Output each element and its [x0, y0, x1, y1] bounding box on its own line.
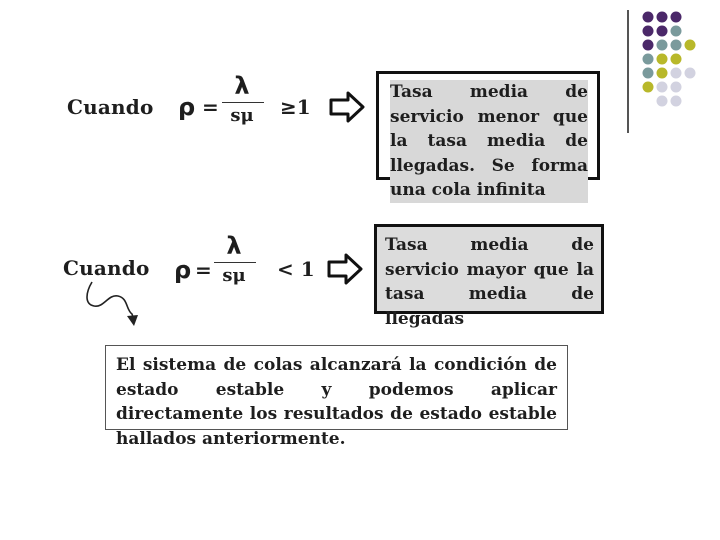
decorative-dot [643, 12, 654, 23]
decorative-dot [671, 96, 682, 107]
decorative-dot [643, 82, 654, 93]
decorative-dot [657, 82, 668, 93]
row1-s-mu: sμ [230, 105, 254, 126]
decorative-dot [643, 40, 654, 51]
row1-equals-sign: = [202, 95, 219, 119]
row1-explanation-box [376, 71, 600, 200]
decorative-dot [671, 68, 682, 79]
decorative-dot [657, 26, 668, 37]
decorative-dot [671, 82, 682, 93]
decorative-dot [685, 40, 696, 51]
row2-lambda: λ [226, 232, 242, 260]
row2-s-mu: sμ [222, 265, 246, 286]
row2-explanation-text: Tasa media de servicio mayor que la tasa media de llegadas [385, 235, 594, 329]
decorative-dot [685, 68, 696, 79]
row1-explanation-text: Tasa media de servicio menor que la tasa media de llegadas. Se forma una cola infinita [390, 80, 588, 203]
divider-line [627, 10, 629, 133]
decorative-dot [671, 54, 682, 65]
decorative-dot [671, 26, 682, 37]
row1-fraction [222, 72, 264, 126]
row2-rho-symbol: ρ [174, 256, 192, 284]
row1-lambda: λ [234, 72, 250, 100]
row1-when-label: Cuando [67, 95, 154, 119]
decorative-dot [643, 68, 654, 79]
conclusion-box [105, 345, 568, 449]
row1-rho-symbol: ρ [178, 93, 196, 121]
row1-fraction-bar [222, 102, 264, 103]
row2-fraction-bar [214, 262, 256, 263]
decorative-dot [657, 54, 668, 65]
row2-equals-sign: = [195, 258, 212, 282]
decorative-dot [643, 26, 654, 37]
decorative-dot [657, 68, 668, 79]
squiggle-arrow-icon [82, 280, 146, 332]
row2-fraction [214, 232, 256, 286]
row2-comparison: < 1 [277, 257, 315, 281]
decorative-dot-grid [640, 10, 720, 120]
row2-explanation-box [374, 224, 604, 329]
row2-arrow-icon [326, 252, 364, 286]
decorative-dot [671, 40, 682, 51]
decorative-dot [657, 12, 668, 23]
row2-when-label: Cuando [63, 256, 150, 280]
row1-comparison: ≥1 [280, 95, 311, 119]
decorative-dot [657, 96, 668, 107]
decorative-dot [643, 54, 654, 65]
conclusion-text: El sistema de colas alcanzará la condición de estado estable y podemos aplicar directamente los resultados de estado estable hallados anteriormente. [116, 355, 557, 449]
row1-arrow-icon [328, 90, 366, 124]
decorative-dot [657, 40, 668, 51]
decorative-dot [671, 12, 682, 23]
